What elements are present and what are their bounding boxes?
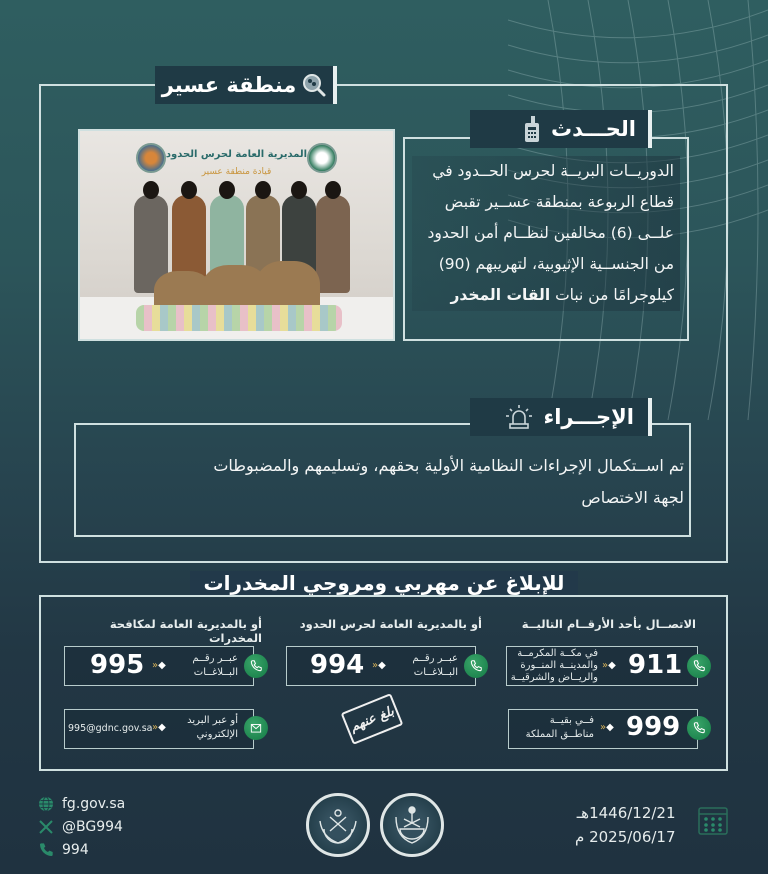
hotline-number[interactable]: 995: [90, 650, 145, 680]
label-line: أو عبر البريد: [187, 715, 238, 726]
label-line: عبــر رقــم: [412, 653, 458, 664]
event-line-prefix: كيلوجرامًا من نبات: [550, 286, 674, 304]
action-title-tag: [470, 398, 652, 436]
email-label: [176, 714, 238, 742]
chevron-arrow-icon: »◆: [600, 722, 614, 733]
event-title: الحـــدث: [551, 117, 636, 141]
report-them-stamp: بلغ عنهم: [341, 693, 404, 745]
reports-number-label: [396, 652, 458, 680]
action-line: تم اســتكمال الإجراءات النظامية الأولية بحقهم، وتسليمهم والمضبوطات: [213, 456, 684, 475]
hotline-number[interactable]: 999: [626, 712, 681, 742]
action-description: [84, 450, 684, 514]
phone-icon[interactable]: [244, 654, 268, 678]
event-line-highlight: القات المخدر: [450, 286, 551, 304]
hotline-regions-label: [510, 714, 594, 742]
event-line: [418, 280, 674, 311]
chevron-arrow-icon: »◆: [152, 722, 166, 733]
photo-banner-title: المديرية العامة لحرس الحدود: [165, 149, 308, 160]
reports-number-label: [176, 652, 238, 680]
report-col-title-left: أو بالمديرية العامة لمكافحة المخدرات: [109, 617, 262, 645]
label-line: والمدينــة المنــورة: [520, 660, 598, 671]
saudi-emblem-seal-icon: [380, 793, 444, 857]
label-line: في مكــة المكرمــة: [517, 648, 598, 659]
label-line: البــلاغــات: [193, 667, 238, 678]
drug-bundles: [136, 305, 342, 331]
phone-icon[interactable]: [687, 654, 711, 678]
photo-banner-subtitle: قيادة منطقة عسير: [201, 167, 272, 177]
label-line: الإلكتروني: [196, 729, 238, 740]
seizure-photo: [78, 129, 395, 341]
publish-dates: [575, 801, 676, 849]
label-line: مناطــق المملكة: [525, 729, 594, 740]
label-line: البــلاغــات: [413, 667, 458, 678]
website-text: fg.gov.sa: [62, 795, 126, 812]
border-guard-seal-icon: [306, 793, 370, 857]
hotline-number[interactable]: 994: [310, 650, 365, 680]
magnifier-icon: [302, 73, 326, 97]
globe-icon: [38, 796, 54, 812]
action-line: لجهة الاختصاص: [581, 488, 684, 507]
label-line: فــي بقيــة: [549, 715, 594, 726]
event-line: الدوريــات البريــة لحرس الحــدود في: [432, 162, 674, 180]
event-line: من الجنســية الإثيوبية، لتهريبهم (90): [438, 255, 674, 273]
report-section-title: للإبلاغ عن مهربي ومروجي المخدرات: [190, 571, 578, 595]
hotline-number[interactable]: 911: [628, 650, 683, 680]
action-title: الإجـــراء: [543, 405, 634, 429]
event-description: [412, 156, 680, 311]
gregorian-date: 2025/06/17 م: [575, 828, 676, 846]
chevron-arrow-icon: »◆: [372, 660, 386, 671]
hotline-regions-label: [508, 648, 598, 684]
x-account-text: @BG994: [62, 818, 123, 835]
hijri-date: 1446/12/21هـ: [576, 804, 676, 822]
radio-icon: [523, 115, 541, 143]
siren-icon: [505, 404, 533, 430]
phone-icon: [38, 842, 54, 858]
chevron-arrow-icon: »◆: [602, 660, 616, 671]
website-link[interactable]: [38, 792, 125, 815]
chevron-arrow-icon: »◆: [152, 660, 166, 671]
region-title: منطقة عسير: [161, 73, 297, 97]
x-account-link[interactable]: [38, 815, 125, 838]
phone-icon[interactable]: [464, 654, 488, 678]
phone-link[interactable]: [38, 838, 125, 861]
event-line: علــى (6) مخالفين لنظــام أمن الحدود: [427, 224, 674, 242]
report-col-title-right: الاتصــال بأحد الأرقــام التاليــة: [521, 617, 696, 631]
x-logo-icon: [38, 819, 54, 835]
calendar-icon: [697, 804, 729, 836]
phone-text: 994: [62, 841, 89, 858]
label-line: والريــاض والشرقيــة: [510, 672, 598, 683]
report-col-title-middle: أو بالمديرية العامة لحرس الحدود: [299, 617, 482, 631]
phone-icon[interactable]: [687, 716, 711, 740]
event-title-tag: [470, 110, 652, 148]
region-title-tag: [155, 66, 337, 104]
email-address-link[interactable]: 995@gdnc.gov.sa: [68, 723, 153, 734]
envelope-icon[interactable]: [244, 716, 268, 740]
event-line: قطاع الربوعة بمنطقة عســير تقبض: [444, 193, 674, 211]
label-line: عبــر رقــم: [192, 653, 238, 664]
person-figure: [316, 195, 350, 293]
footer-contact-links: [38, 792, 125, 861]
